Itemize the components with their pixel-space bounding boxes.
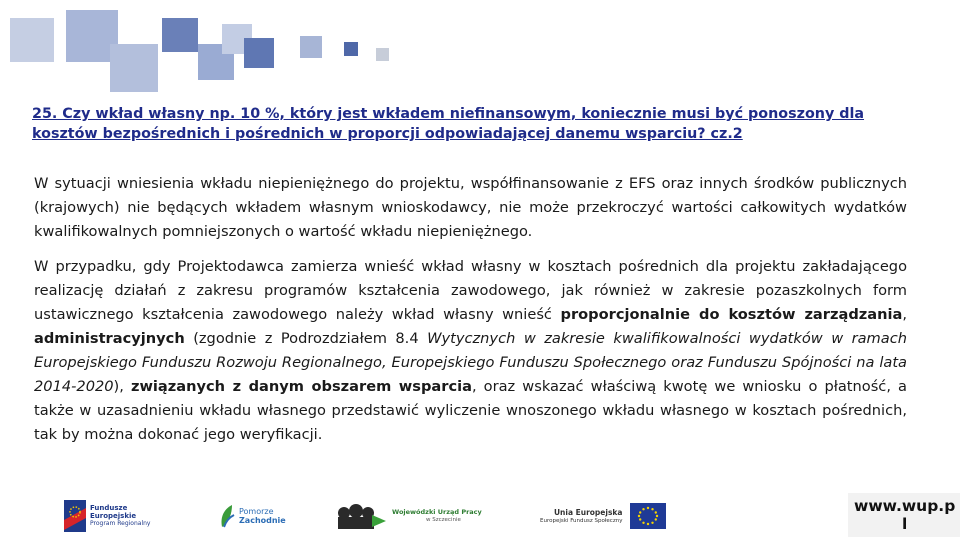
logo-fundusze-europejskie — [64, 496, 150, 536]
logo1-line: Program Regionalny — [90, 520, 151, 527]
decor-square — [110, 44, 158, 92]
logo4-line: Unia Europejska — [553, 507, 623, 517]
logo-unia-europejska — [540, 496, 666, 536]
logo-pomorze-zachodnie — [218, 496, 286, 536]
paragraph-2 — [34, 255, 907, 447]
logo2-line: Zachodnie — [239, 516, 286, 525]
logo-wup-szczecin — [336, 496, 482, 536]
text-run: W przypadku, gdy Projektodawca zamierza wnieść wkład własny w kosztach pośrednich dla projektu zakładającego realizację działań z zakresu programów kształcenia zawodowego, jak również w zakresie pozaszkolnych form ustawicznego kształcenia zawodowego należy wkład własny wnieść — [34, 258, 907, 323]
logo4-line: Europejski Fundusz Społeczny — [540, 517, 623, 524]
text-run: , — [902, 306, 907, 323]
logo1-line: Fundusze — [90, 504, 128, 512]
decor-square — [10, 18, 54, 62]
decor-square — [344, 42, 358, 56]
italic-run: Wytycznych w zakresie kwalifikowalności wydatków w ramach Europejskiego Funduszu Rozwoju Regionalnego, Europejskiego Funduszu Społecznego oraz Funduszu Spójności na lata 2014-2020 — [34, 330, 907, 395]
website-box — [848, 493, 960, 537]
decor-square — [376, 48, 389, 61]
paragraph-1: W sytuacji wniesienia wkładu niepieniężnego do projektu, współfinansowanie z EFS oraz innych środków publicznych (krajowych) nie będących wkładem własnym wnioskodawcy, nie może przekroczyć wartości całkowitych wydatków kwalifikowalnych pomniejszonych o wartość wkładu niepieniężnego. — [34, 175, 907, 240]
fundusze-flag-icon — [64, 500, 86, 532]
text-run: (zgodnie z Podrozdziałem 8.4 — [184, 330, 428, 347]
bold-run: proporcjonalnie do kosztów zarządzania — [560, 306, 903, 323]
page-title: 25. Czy wkład własny np. 10 %, który jest wkładem niefinansowym, koniecznie musi być ponoszony dla kosztów bezpośrednich i pośrednich w proporcji odpowiadającej danemu wsparciu? cz.2 — [32, 106, 865, 142]
website-url[interactable] — [854, 497, 955, 533]
text-run: ), — [113, 378, 131, 395]
wup-people-icon — [336, 501, 386, 531]
logo3-line: w Szczecinie — [426, 517, 461, 523]
website-url-main: www.wup.p — [854, 497, 956, 515]
website-url-cont: l — [902, 515, 908, 533]
logo2-line: Pomorze — [239, 507, 274, 516]
text-run: , oraz wskazać właściwą kwotę we wniosku o płatność, a także w uzasadnieniu wkładu własnego przedstawić wyliczenie wnoszonego wkładu własnego w kosztach pośrednich, tak by można dokonać jego weryfikacji. — [34, 378, 907, 443]
decor-square — [244, 38, 274, 68]
main-content — [34, 172, 907, 458]
bold-run: związanych z danym obszarem wsparcia — [130, 378, 472, 395]
logo3-line: Wojewódzki Urząd Pracy — [392, 508, 482, 516]
eu-flag-icon — [630, 503, 666, 529]
pomorze-leaf-icon — [218, 503, 236, 529]
decor-square — [162, 18, 198, 52]
logo1-line: Europejskie — [90, 512, 137, 520]
decor-square — [300, 36, 322, 58]
bold-run: administracyjnych — [34, 330, 185, 347]
